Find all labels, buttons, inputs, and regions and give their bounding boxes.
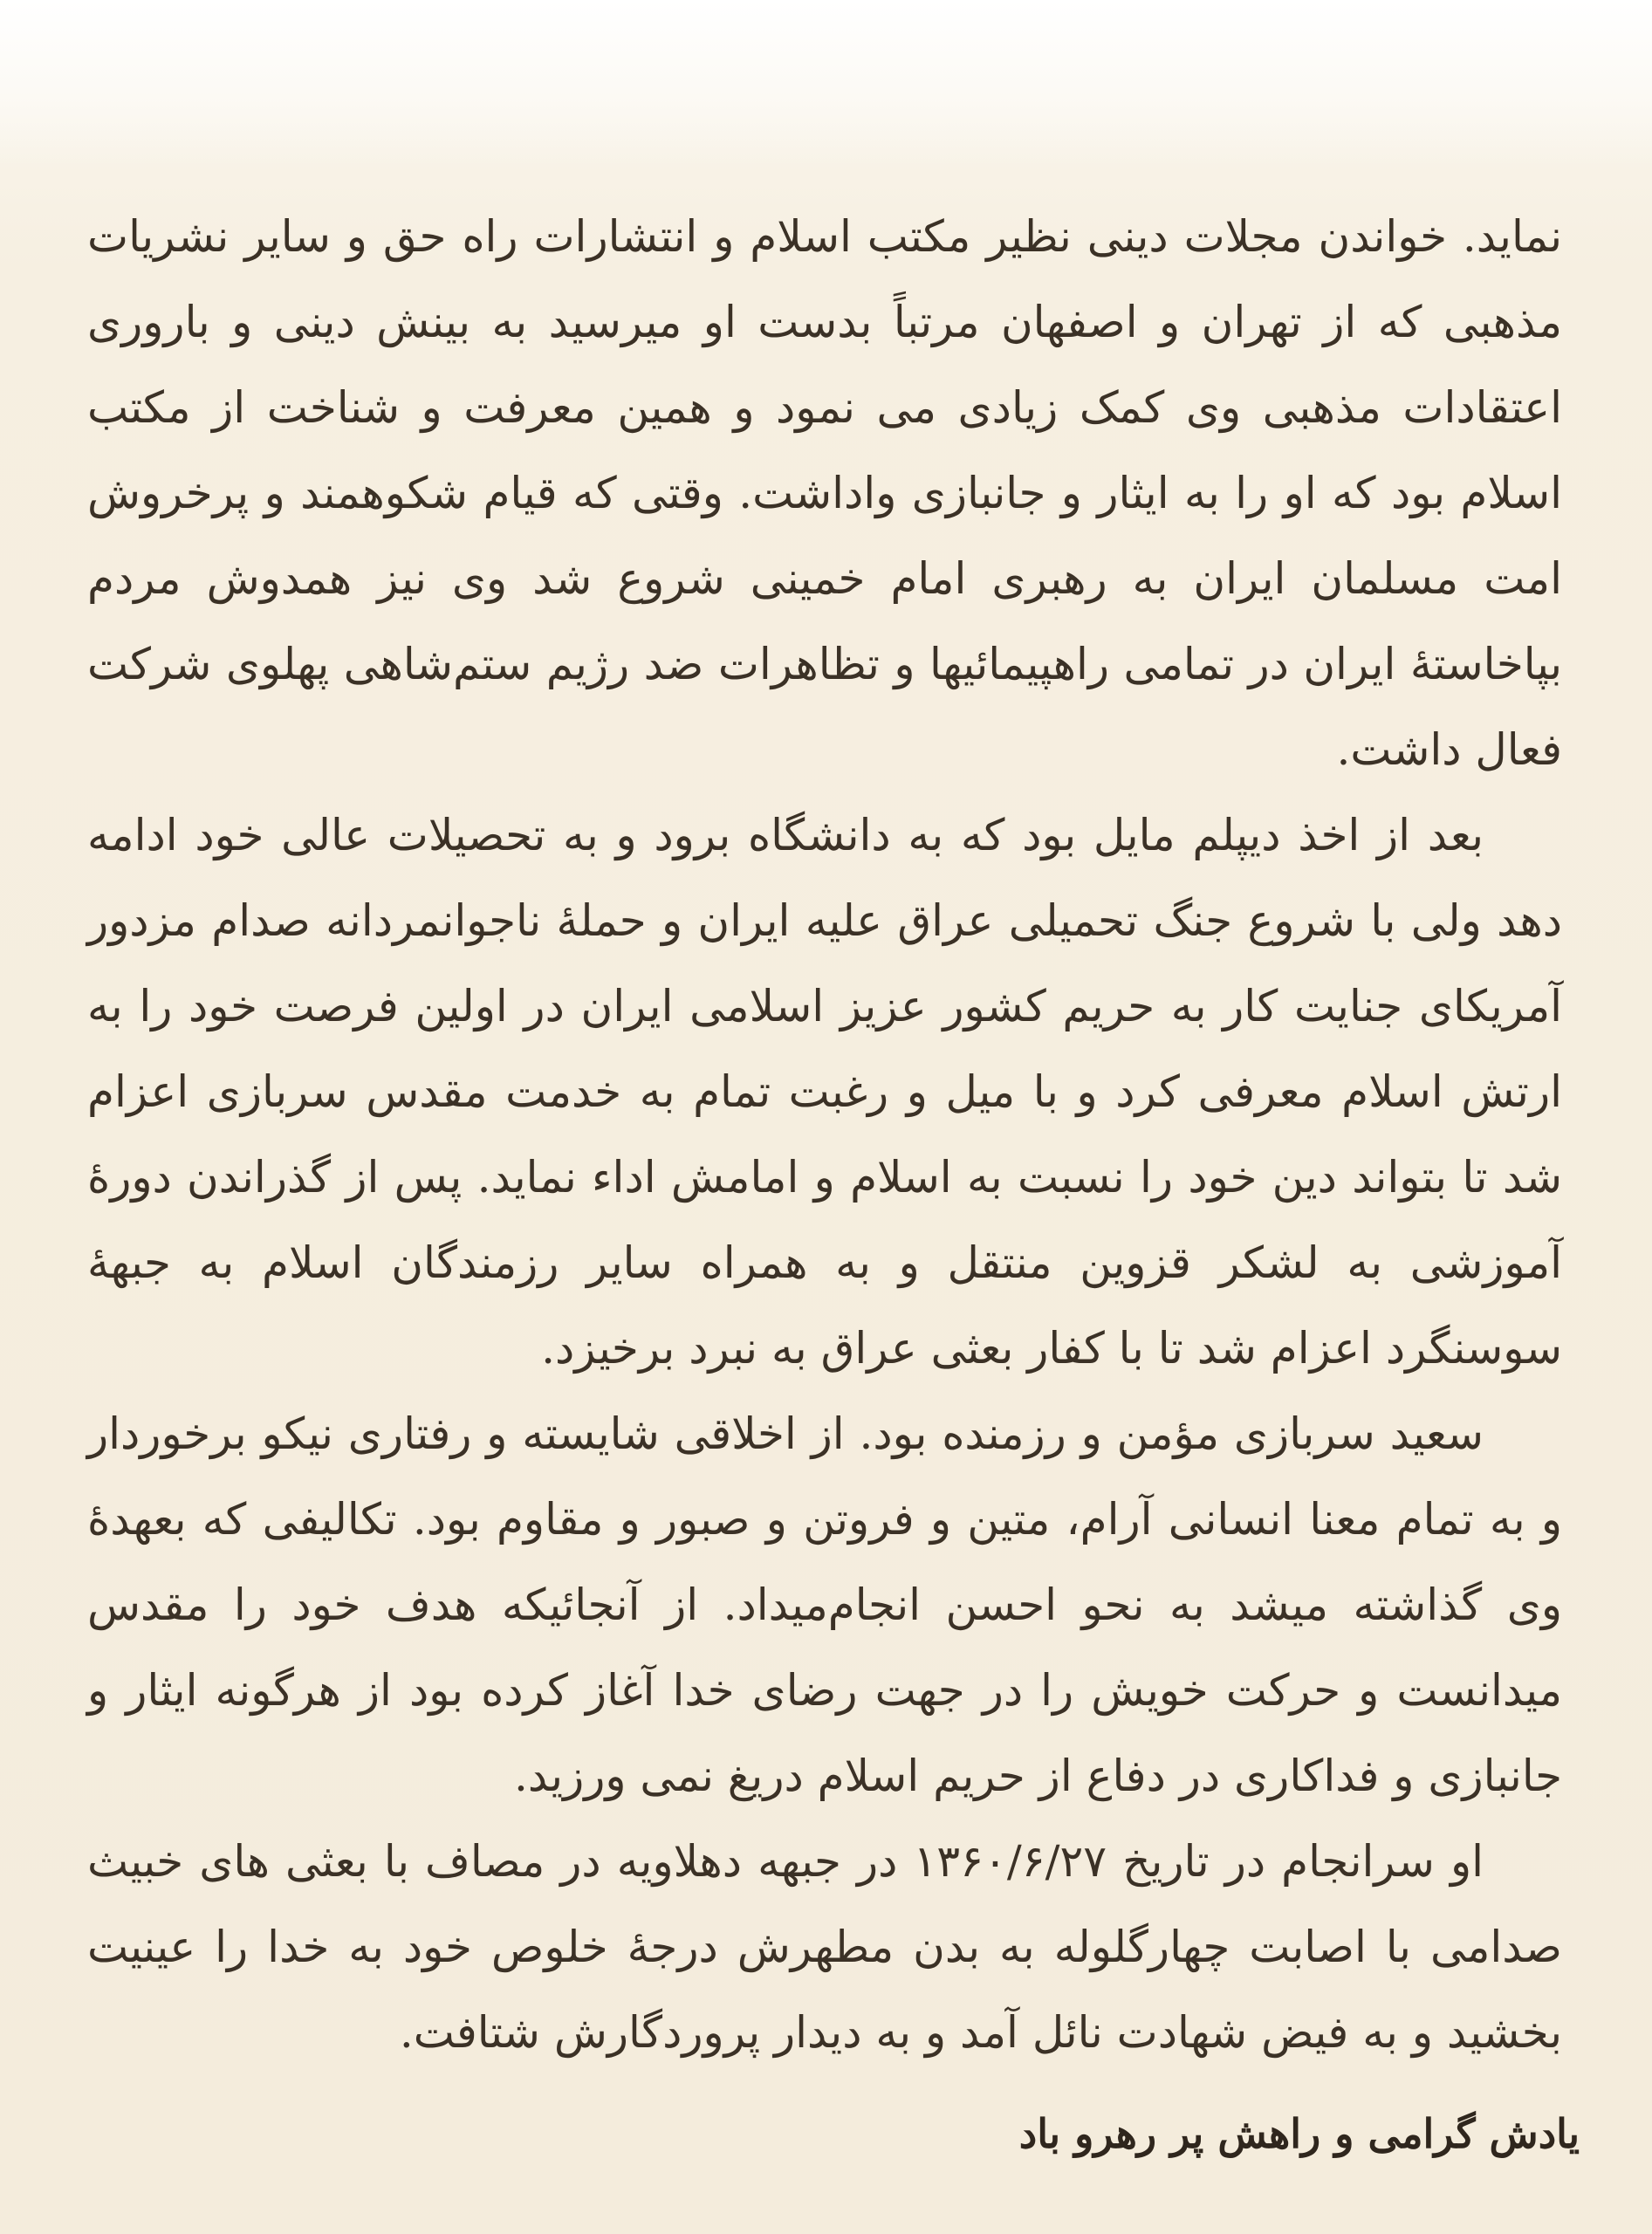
closing-line: یادش گرامی و راهش پر رهرو باد	[1018, 2110, 1580, 2157]
page-top-glare	[0, 0, 1652, 166]
paragraph-2: بعد از اخذ دیپلم مایل بود که به دانشگاه برود و به تحصیلات عالی خود ادامه دهد ولی با شروع جنگ تحمیلی عراق علیه ایران و حملهٔ ناجوانمردانه صدام مزدور آمریکای جنایت کار به حریم کشور عزیز اسلامی ایران در اولین فرصت خود را به ارتش اسلام معرفی کرد و با میل و رغبت تمام به خدمت مقدس سربازی اعزام شد تا بتواند دین خود را نسبت به اسلام و امامش اداء نماید. پس از گذراندن دورهٔ آموزشی به لشکر قزوین منتقل و به همراه سایر رزمندگان اسلام به جبههٔ سوسنگرد اعزام شد تا با کفار بعثی عراق به نبرد برخیزد.	[87, 810, 1562, 1374]
paragraph-3: سعید سربازی مؤمن و رزمنده بود. از اخلاقی شایسته و رفتاری نیکو برخوردار و به تمام معنا انسانی آرام، متین و فروتن و صبور و مقاوم بود. تکالیفی که بعهدهٔ وی گذاشته میشد به نحو احسن انجام‌میداد. از آنجائیکه هدف خود را مقدس میدانست و حرکت خویش را در جهت رضای خدا آغاز کرده بود از هرگونه ایثار و جانبازی و فداکاری در دفاع از حریم اسلام دریغ نمی ورزید.	[87, 1408, 1562, 1801]
body-text	[87, 194, 1562, 2075]
paragraph-1: نماید. خواندن مجلات دینی نظیر مکتب اسلام و انتشارات راه حق و سایر نشریات مذهبی که از تهران و اصفهان مرتباً بدست او میرسید به بینش دینی و باروری اعتقادات مذهبی وی کمک زیادی می نمود و همین معرفت و شناخت از مکتب اسلام بود که او را به ایثار و جانبازی واداشت. وقتی که قیام شکوهمند و پرخروش امت مسلمان ایران به رهبری امام خمینی شروع شد وی نیز همدوش مردم بپاخاستهٔ ایران در تمامی راهپیمائیها و تظاهرات ضد رژیم ستم‌شاهی پهلوی شرکت فعال داشت.	[87, 211, 1562, 775]
paragraph-4: او سرانجام در تاریخ ۱۳۶۰/۶/۲۷ در جبهه دهلاویه در مصاف با بعثی های خبیث صدامی با اصابت چهارگلوله به بدن مطهرش درجهٔ خلوص خود به خدا را عینیت بخشید و به فیض شهادت نائل آمد و به دیدار پروردگارش شتافت.	[87, 1836, 1562, 2058]
